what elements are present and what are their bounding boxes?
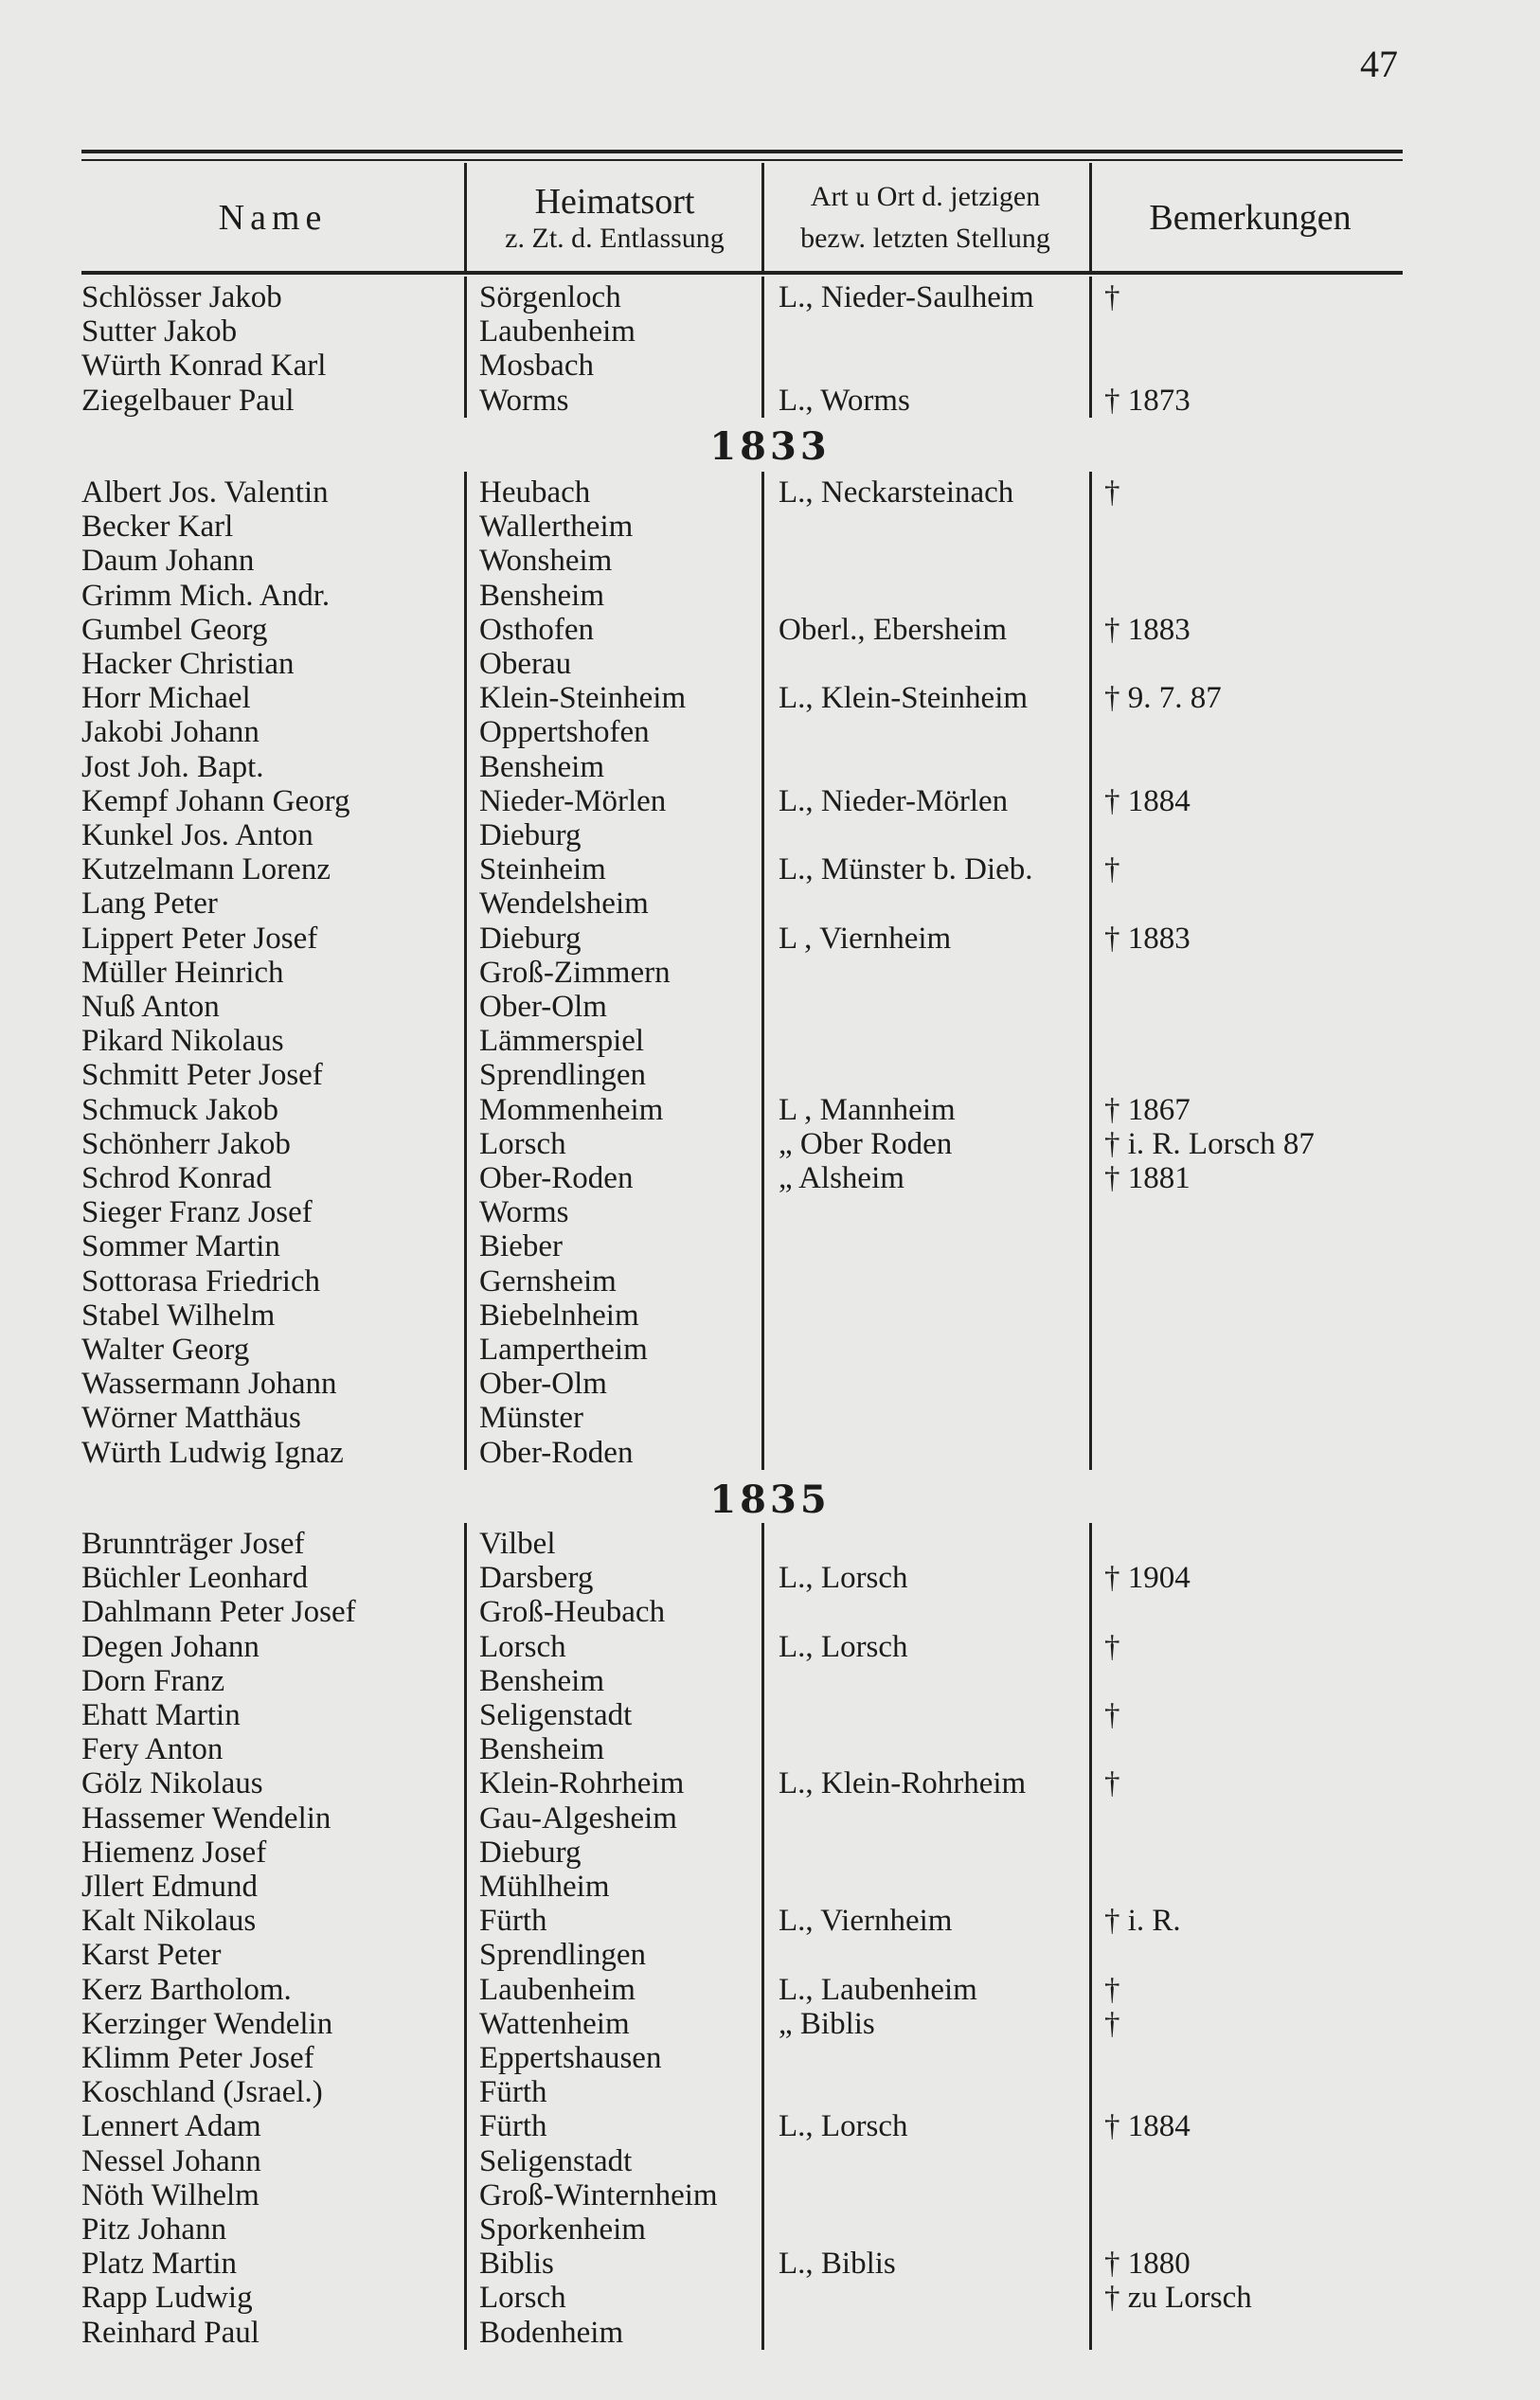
cell-name: Daum Johann [81, 544, 255, 578]
cell-notes: † 1873 [1104, 384, 1191, 418]
table-row [0, 1195, 1540, 1229]
cell-home: Wonsheim [479, 544, 613, 578]
table-row [0, 1058, 1540, 1092]
cell-notes: † 1883 [1104, 613, 1191, 647]
table-row [0, 1766, 1540, 1800]
table-row [0, 1870, 1540, 1904]
cell-name: Müller Heinrich [81, 956, 284, 990]
cell-position: „ Biblis [779, 2007, 875, 2041]
header-position-line2: bezw. letzten Stellung [800, 223, 1050, 254]
cell-notes: † [1104, 280, 1120, 314]
table-row [0, 990, 1540, 1024]
table-row [0, 1527, 1540, 1561]
cell-home: Lampertheim [479, 1333, 648, 1367]
cell-name: Sommer Martin [81, 1229, 280, 1263]
cell-home: Worms [479, 384, 569, 418]
cell-home: Klein-Steinheim [479, 681, 687, 715]
header-divider-2 [761, 163, 764, 271]
cell-name: Lennert Adam [81, 2109, 261, 2143]
cell-home: Mommenheim [479, 1093, 664, 1127]
page-number: 47 [1360, 43, 1398, 85]
cell-name: Schrod Konrad [81, 1161, 272, 1195]
cell-name: Gumbel Georg [81, 613, 268, 647]
cell-name: Dorn Franz [81, 1664, 225, 1698]
cell-name: Jakobi Johann [81, 715, 260, 749]
cell-home: Münster [479, 1401, 583, 1435]
cell-home: Oppertshofen [479, 715, 650, 749]
table-row [0, 2212, 1540, 2247]
table-row [0, 1801, 1540, 1836]
header-position [765, 166, 1085, 270]
table-row [0, 1299, 1540, 1333]
cell-home: Dieburg [479, 1836, 582, 1870]
cell-position: L., Biblis [779, 2247, 896, 2281]
cell-home: Lorsch [479, 2281, 566, 2315]
cell-home: Heubach [479, 475, 591, 510]
cell-notes: † [1104, 852, 1120, 887]
table-row [0, 852, 1540, 887]
cell-name: Schmuck Jakob [81, 1093, 279, 1127]
cell-position: „ Ober Roden [779, 1127, 953, 1161]
cell-home: Groß-Winternheim [479, 2178, 718, 2212]
cell-name: Wörner Matthäus [81, 1401, 301, 1435]
year-heading: 1835 [709, 1478, 831, 1522]
table-row [0, 613, 1540, 647]
cell-name: Ziegelbauer Paul [81, 384, 295, 418]
table-row [0, 2041, 1540, 2075]
cell-home: Bensheim [479, 1732, 604, 1766]
cell-name: Kerz Bartholom. [81, 1973, 292, 2007]
cell-name: Büchler Leonhard [81, 1561, 309, 1595]
table-row [0, 887, 1540, 921]
table-row [0, 1938, 1540, 1972]
cell-home: Groß-Zimmern [479, 956, 671, 990]
cell-home: Fürth [479, 2075, 547, 2109]
cell-notes: † [1104, 1766, 1120, 1800]
cell-notes: † 1904 [1104, 1561, 1191, 1595]
table-row [0, 2281, 1540, 2315]
top-rule-thin [81, 159, 1403, 161]
header-home [470, 166, 760, 270]
table-row [0, 1024, 1540, 1058]
cell-home: Steinheim [479, 852, 606, 887]
cell-notes: † [1104, 1698, 1120, 1732]
cell-name: Degen Johann [81, 1630, 260, 1664]
cell-notes: † 1880 [1104, 2247, 1191, 2281]
table-row [0, 2247, 1540, 2281]
table-row [0, 750, 1540, 784]
cell-name: Nuß Anton [81, 990, 220, 1024]
cell-home: Sprendlingen [479, 1938, 646, 1972]
cell-name: Grimm Mich. Andr. [81, 579, 331, 613]
cell-home: Eppertshausen [479, 2041, 662, 2075]
table-row [0, 1401, 1540, 1435]
cell-position: L., Klein-Rohrheim [779, 1766, 1027, 1800]
top-rule-thick [81, 150, 1403, 153]
cell-home: Bensheim [479, 750, 604, 784]
table-row [0, 956, 1540, 990]
cell-home: Lorsch [479, 1630, 566, 1664]
table-row [0, 1732, 1540, 1766]
table-row [0, 2178, 1540, 2212]
cell-notes: † 9. 7. 87 [1104, 681, 1222, 715]
header-notes: Bemerkungen [1149, 198, 1352, 238]
table-row [0, 2075, 1540, 2109]
table-row [0, 2007, 1540, 2041]
table-row [0, 579, 1540, 613]
cell-home: Fürth [479, 1904, 547, 1938]
cell-name: Rapp Ludwig [81, 2281, 253, 2315]
cell-home: Lorsch [479, 1127, 566, 1161]
table-row [0, 715, 1540, 749]
cell-name: Reinhard Paul [81, 2316, 260, 2350]
cell-notes: † [1104, 2007, 1120, 2041]
cell-home: Klein-Rohrheim [479, 1766, 685, 1800]
cell-home: Biblis [479, 2247, 554, 2281]
cell-home: Dieburg [479, 818, 582, 852]
cell-home: Darsberg [479, 1561, 594, 1595]
cell-home: Laubenheim [479, 1973, 636, 2007]
header-divider-1 [464, 163, 467, 271]
cell-home: Osthofen [479, 613, 594, 647]
table-row [0, 1367, 1540, 1401]
cell-name: Jost Joh. Bapt. [81, 750, 264, 784]
table-row [0, 2316, 1540, 2350]
cell-name: Ehatt Martin [81, 1698, 241, 1732]
table-row [0, 349, 1540, 383]
cell-name: Sottorasa Friedrich [81, 1264, 321, 1299]
cell-name: Jllert Edmund [81, 1870, 259, 1904]
table-row [0, 475, 1540, 510]
cell-position: L., Worms [779, 384, 910, 418]
cell-position: L., Neckarsteinach [779, 475, 1014, 510]
cell-name: Würth Ludwig Ignaz [81, 1436, 344, 1470]
cell-notes: † zu Lorsch [1104, 2281, 1252, 2315]
cell-home: Wendelsheim [479, 887, 649, 921]
header-name: Name [218, 198, 328, 238]
table-row [0, 1973, 1540, 2007]
table-row [0, 1436, 1540, 1470]
cell-name: Wassermann Johann [81, 1367, 337, 1401]
cell-position: L., Nieder-Mörlen [779, 784, 1009, 818]
cell-name: Kalt Nikolaus [81, 1904, 257, 1938]
cell-name: Koschland (Jsrael.) [81, 2075, 323, 2109]
cell-notes: † i. R. [1104, 1904, 1181, 1938]
table-row [0, 1904, 1540, 1938]
table-row [0, 544, 1540, 578]
cell-position: L., Viernheim [779, 1904, 953, 1938]
cell-name: Kempf Johann Georg [81, 784, 350, 818]
cell-notes: † [1104, 1973, 1120, 2007]
cell-home: Seligenstadt [479, 2144, 633, 2178]
cell-home: Ober-Olm [479, 990, 607, 1024]
cell-name: Hiemenz Josef [81, 1836, 267, 1870]
cell-home: Bensheim [479, 1664, 604, 1698]
table-row [0, 1630, 1540, 1664]
cell-position: L., Lorsch [779, 1630, 908, 1664]
cell-name: Platz Martin [81, 2247, 238, 2281]
table-row [0, 2144, 1540, 2178]
header-home-line1: Heimatsort [534, 182, 695, 222]
table-row [0, 1093, 1540, 1127]
cell-name: Schlösser Jakob [81, 280, 282, 314]
cell-name: Klimm Peter Josef [81, 2041, 314, 2075]
cell-home: Ober-Roden [479, 1436, 634, 1470]
cell-home: Wallertheim [479, 510, 634, 544]
cell-home: Oberau [479, 647, 572, 681]
cell-home: Ober-Olm [479, 1367, 607, 1401]
cell-name: Walter Georg [81, 1333, 250, 1367]
cell-home: Sporkenheim [479, 2212, 646, 2247]
cell-position: L , Viernheim [779, 922, 952, 956]
table-row [0, 681, 1540, 715]
cell-home: Worms [479, 1195, 569, 1229]
year-heading: 1833 [709, 424, 831, 469]
cell-home: Vilbel [479, 1527, 556, 1561]
table-row [0, 1595, 1540, 1629]
cell-notes: † i. R. Lorsch 87 [1104, 1127, 1315, 1161]
cell-home: Bieber [479, 1229, 563, 1263]
header-divider-3 [1089, 163, 1092, 271]
cell-name: Lippert Peter Josef [81, 922, 318, 956]
cell-home: Biebelnheim [479, 1299, 639, 1333]
cell-name: Pikard Nikolaus [81, 1024, 284, 1058]
cell-home: Sörgenloch [479, 280, 621, 314]
header-position-line1: Art u Ort d. jetzigen [810, 181, 1041, 212]
cell-home: Ober-Roden [479, 1161, 634, 1195]
table-row [0, 280, 1540, 314]
cell-name: Stabel Wilhelm [81, 1299, 276, 1333]
table-row [0, 510, 1540, 544]
cell-home: Gernsheim [479, 1264, 617, 1299]
cell-name: Hassemer Wendelin [81, 1801, 331, 1836]
header-home-line2: z. Zt. d. Entlassung [505, 223, 725, 254]
table-row [0, 1836, 1540, 1870]
header-rule [81, 271, 1403, 275]
cell-name: Brunnträger Josef [81, 1527, 305, 1561]
table-row [0, 1664, 1540, 1698]
cell-position: L., Nieder-Saulheim [779, 280, 1034, 314]
cell-name: Schönherr Jakob [81, 1127, 291, 1161]
table-row [0, 2109, 1540, 2143]
cell-notes: † 1884 [1104, 784, 1191, 818]
cell-home: Bensheim [479, 579, 604, 613]
table-row [0, 647, 1540, 681]
cell-home: Gau-Algesheim [479, 1801, 677, 1836]
table-row [0, 1698, 1540, 1732]
cell-name: Albert Jos. Valentin [81, 475, 329, 510]
cell-notes: † 1883 [1104, 922, 1191, 956]
cell-home: Groß-Heubach [479, 1595, 666, 1629]
cell-position: L., Lorsch [779, 2109, 908, 2143]
cell-notes: † 1884 [1104, 2109, 1191, 2143]
cell-notes: † [1104, 1630, 1120, 1664]
cell-name: Dahlmann Peter Josef [81, 1595, 356, 1629]
cell-name: Hacker Christian [81, 647, 295, 681]
cell-name: Karst Peter [81, 1938, 222, 1972]
table-row [0, 1127, 1540, 1161]
cell-home: Laubenheim [479, 314, 636, 349]
cell-name: Kerzinger Wendelin [81, 2007, 333, 2041]
cell-name: Kunkel Jos. Anton [81, 818, 313, 852]
cell-home: Bodenheim [479, 2316, 624, 2350]
cell-name: Nessel Johann [81, 2144, 261, 2178]
cell-position: L , Mannheim [779, 1093, 956, 1127]
cell-position: L., Klein-Steinheim [779, 681, 1029, 715]
cell-position: „ Alsheim [779, 1161, 904, 1195]
cell-name: Horr Michael [81, 681, 251, 715]
cell-home: Dieburg [479, 922, 582, 956]
cell-position: L., Münster b. Dieb. [779, 852, 1033, 887]
cell-home: Lämmerspiel [479, 1024, 645, 1058]
cell-name: Sutter Jakob [81, 314, 238, 349]
table-row [0, 314, 1540, 349]
cell-notes: † [1104, 475, 1120, 510]
cell-home: Fürth [479, 2109, 547, 2143]
table-row [0, 818, 1540, 852]
table-row [0, 1333, 1540, 1367]
cell-name: Lang Peter [81, 887, 218, 921]
cell-name: Sieger Franz Josef [81, 1195, 313, 1229]
cell-home: Mosbach [479, 349, 594, 383]
cell-name: Fery Anton [81, 1732, 224, 1766]
table-row [0, 922, 1540, 956]
cell-notes: † 1881 [1104, 1161, 1191, 1195]
table-row [0, 1229, 1540, 1263]
cell-home: Wattenheim [479, 2007, 630, 2041]
cell-home: Seligenstadt [479, 1698, 633, 1732]
cell-home: Mühlheim [479, 1870, 610, 1904]
table-row [0, 784, 1540, 818]
cell-name: Kutzelmann Lorenz [81, 852, 331, 887]
cell-name: Gölz Nikolaus [81, 1766, 263, 1800]
cell-position: Oberl., Ebersheim [779, 613, 1008, 647]
cell-name: Schmitt Peter Josef [81, 1058, 323, 1092]
table-row [0, 1561, 1540, 1595]
cell-name: Nöth Wilhelm [81, 2178, 260, 2212]
cell-home: Nieder-Mörlen [479, 784, 667, 818]
cell-position: L., Lorsch [779, 1561, 908, 1595]
cell-name: Becker Karl [81, 510, 234, 544]
cell-notes: † 1867 [1104, 1093, 1191, 1127]
cell-home: Sprendlingen [479, 1058, 646, 1092]
cell-name: Würth Konrad Karl [81, 349, 327, 383]
cell-position: L., Laubenheim [779, 1973, 977, 2007]
table-row [0, 1161, 1540, 1195]
table-row [0, 1264, 1540, 1299]
cell-name: Pitz Johann [81, 2212, 227, 2247]
table-row [0, 384, 1540, 418]
